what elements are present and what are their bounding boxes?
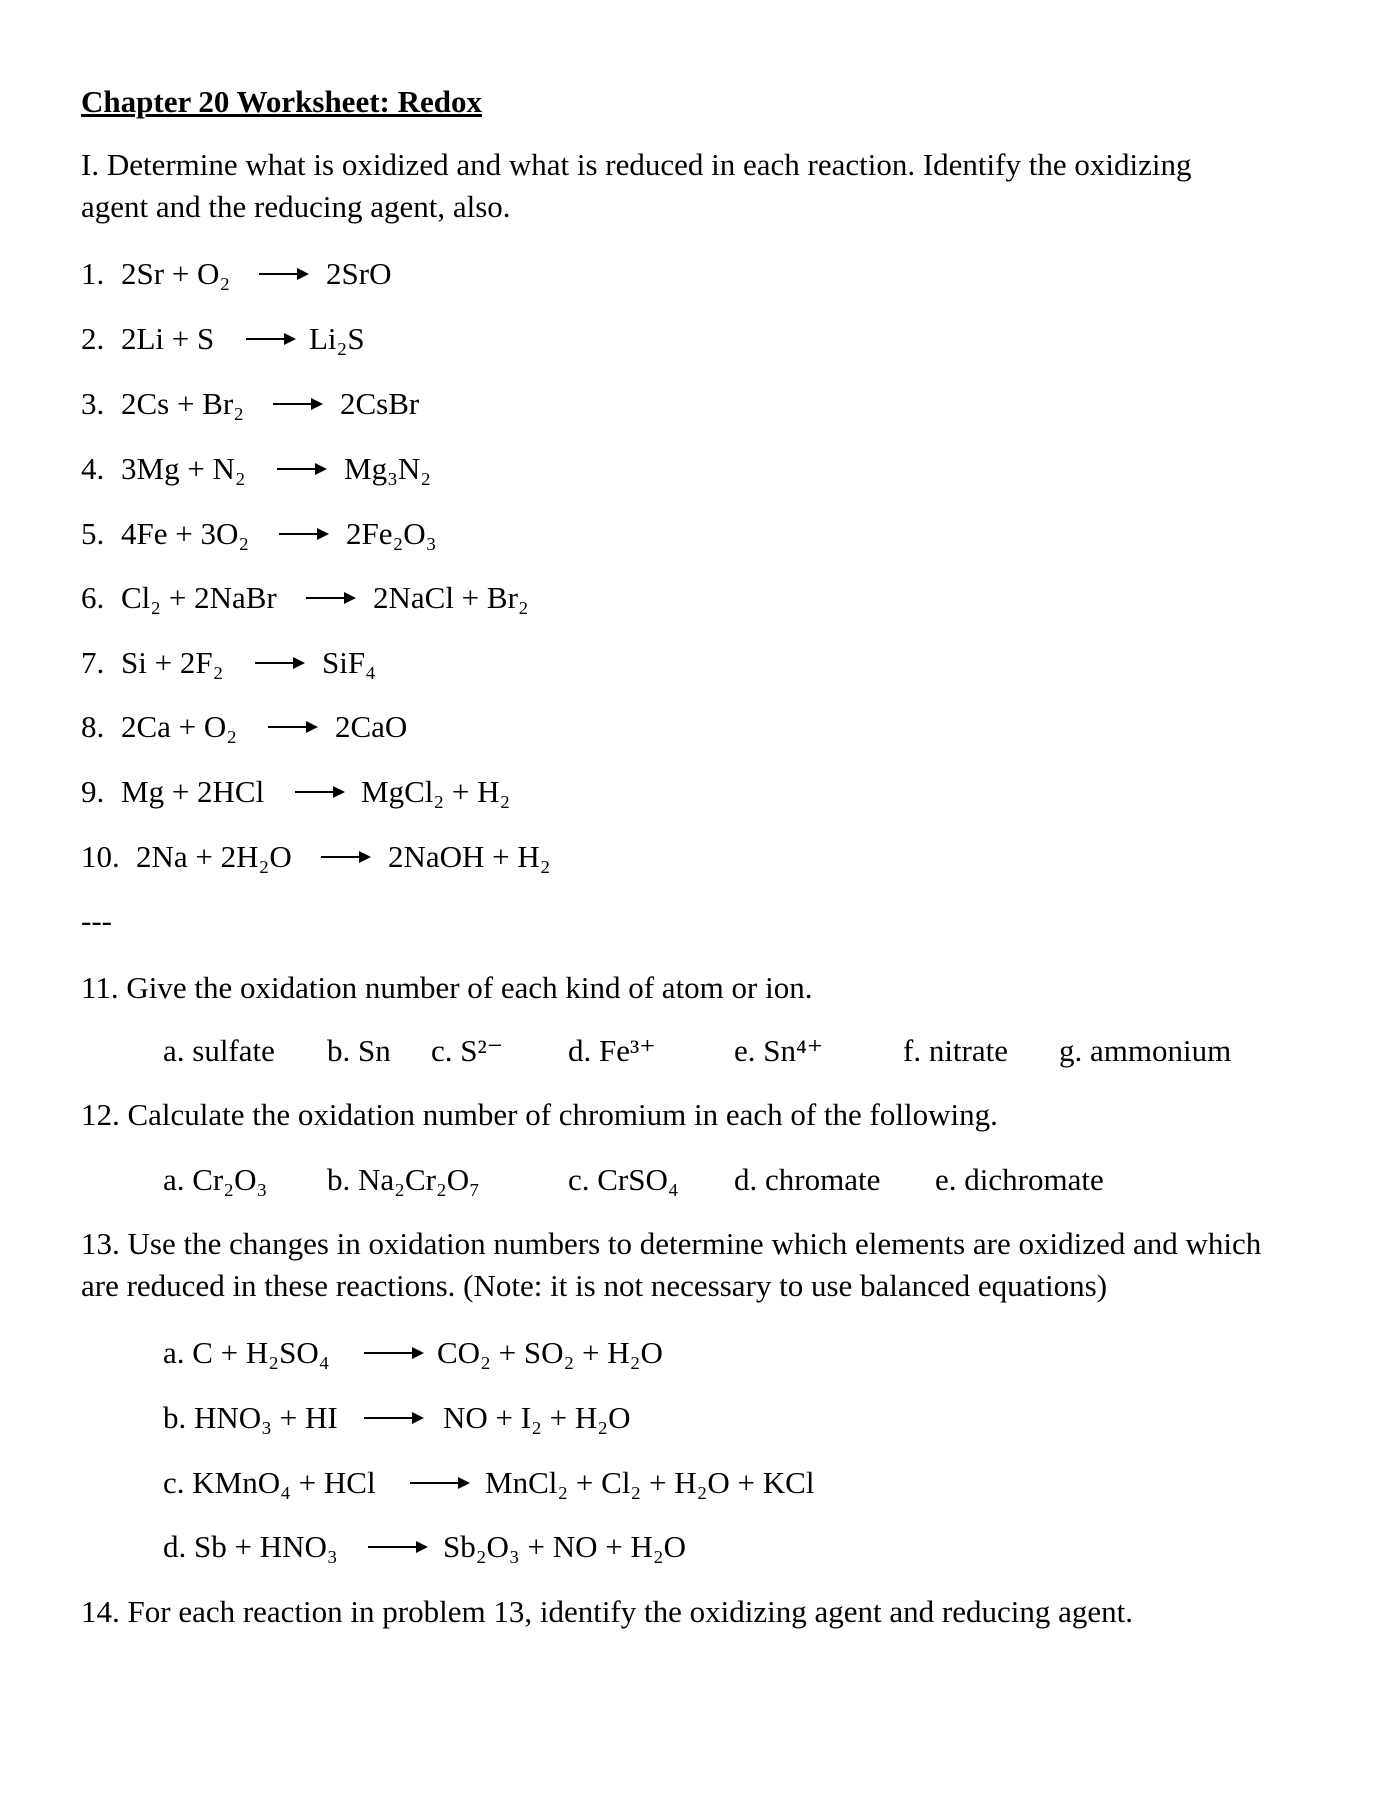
reaction-products: NO + I₂ + H₂O	[443, 1400, 631, 1435]
reaction-reactants: 2Cs + Br₂	[121, 386, 245, 421]
reaction-arrow-icon	[273, 397, 323, 411]
separator-text: ---	[81, 903, 112, 938]
q11-item-a: a. sulfate	[163, 1033, 275, 1068]
section1-instructions-line2: agent and the reducing agent, also.	[81, 189, 511, 224]
page-title: Chapter 20 Worksheet: Redox	[81, 84, 482, 119]
reaction-reactants: b. HNO₃ + HI	[163, 1400, 338, 1435]
question-12-text: 12. Calculate the oxidation number of chromium in each of the following.	[81, 1097, 998, 1132]
reaction-arrow-icon	[410, 1476, 470, 1490]
reaction-arrow-icon	[268, 720, 318, 734]
reaction-arrow-icon	[364, 1346, 424, 1360]
reaction-10	[81, 839, 781, 875]
reaction-reactants: Mg + 2HCl	[121, 774, 265, 809]
reaction-arrow-icon	[321, 850, 371, 864]
reaction-products: SiF₄	[322, 645, 376, 680]
reaction-products: MgCl₂ + H₂	[361, 774, 511, 809]
reaction-reactants: 3Mg + N₂	[121, 451, 246, 486]
reaction-arrow-icon	[306, 591, 356, 605]
reaction-2	[81, 321, 681, 357]
question-12-items	[163, 1162, 1263, 1198]
reaction-arrow-icon	[255, 656, 305, 670]
q12-item-c: c. CrSO₄	[568, 1162, 679, 1197]
reaction-reactants: d. Sb + HNO₃	[163, 1529, 338, 1564]
reaction-arrow-icon	[277, 462, 327, 476]
reaction-reactants: 2Li + S	[121, 321, 215, 356]
reaction-arrow-icon	[246, 332, 296, 346]
reaction-number: 4.	[81, 451, 105, 486]
reaction-products: 2CsBr	[340, 386, 420, 421]
q13-reaction-d	[163, 1529, 1063, 1565]
reaction-1	[81, 256, 681, 292]
q11-item-f: f. nitrate	[903, 1033, 1009, 1068]
reaction-4	[81, 451, 681, 487]
question-11-text: 11. Give the oxidation number of each kind of atom or ion.	[81, 970, 813, 1005]
reaction-number: 6.	[81, 580, 105, 615]
reaction-products: Mg₃N₂	[344, 451, 432, 486]
q12-item-a: a. Cr₂O₃	[163, 1162, 268, 1197]
q12-item-b: b. Na₂Cr₂O₇	[327, 1162, 480, 1197]
reaction-9	[81, 774, 781, 810]
reaction-6	[81, 580, 781, 616]
reaction-products: 2SrO	[326, 256, 392, 291]
q11-item-g: g. ammonium	[1059, 1033, 1232, 1068]
q13-reaction-c	[163, 1465, 1163, 1501]
reaction-7	[81, 645, 681, 681]
q11-item-d: d. Fe³⁺	[568, 1033, 656, 1068]
reaction-reactants: 2Sr + O₂	[121, 256, 231, 291]
question-14-text: 14. For each reaction in problem 13, identify the oxidizing agent and reducing agent.	[81, 1594, 1133, 1629]
reaction-number: 8.	[81, 709, 105, 744]
q12-item-e: e. dichromate	[935, 1162, 1104, 1197]
reaction-number: 9.	[81, 774, 105, 809]
reaction-products: CO₂ + SO₂ + H₂O	[437, 1335, 663, 1370]
reaction-8	[81, 709, 681, 745]
reaction-number: 10.	[81, 839, 120, 874]
q12-item-d: d. chromate	[734, 1162, 881, 1197]
q13-reaction-a	[163, 1335, 1063, 1371]
reaction-reactants: a. C + H₂SO₄	[163, 1335, 330, 1370]
reaction-reactants: c. KMnO₄ + HCl	[163, 1465, 376, 1500]
reaction-number: 3.	[81, 386, 105, 421]
reaction-3	[81, 386, 681, 422]
reaction-number: 1.	[81, 256, 105, 291]
q11-item-e: e. Sn⁴⁺	[734, 1033, 824, 1068]
reaction-reactants: 2Ca + O₂	[121, 709, 238, 744]
reaction-arrow-icon	[295, 785, 345, 799]
reaction-arrow-icon	[259, 267, 309, 281]
reaction-products: Li₂S	[309, 321, 365, 356]
reaction-number: 2.	[81, 321, 105, 356]
reaction-products: 2NaOH + H₂	[388, 839, 551, 874]
question-11-items	[163, 1033, 1263, 1069]
reaction-number: 7.	[81, 645, 105, 680]
reaction-products: Sb₂O₃ + NO + H₂O	[443, 1529, 687, 1564]
reaction-reactants: Cl₂ + 2NaBr	[121, 580, 277, 615]
reaction-products: 2NaCl + Br₂	[373, 580, 529, 615]
reaction-reactants: 2Na + 2H₂O	[136, 839, 292, 874]
reaction-reactants: Si + 2F₂	[121, 645, 224, 680]
q13-reaction-b	[163, 1400, 1063, 1436]
q11-item-c: c. S²⁻	[431, 1033, 504, 1068]
q11-item-b: b. Sn	[327, 1033, 391, 1068]
question-13-text-line2: are reduced in these reactions. (Note: it is not necessary to use balanced equations)	[81, 1268, 1108, 1303]
reaction-arrow-icon	[368, 1540, 428, 1554]
reaction-arrow-icon	[279, 527, 329, 541]
reaction-number: 5.	[81, 516, 105, 551]
reaction-products: 2CaO	[335, 709, 408, 744]
reaction-products: 2Fe₂O₃	[346, 516, 437, 551]
section1-instructions-line1: I. Determine what is oxidized and what is reduced in each reaction. Identify the oxidizing	[81, 147, 1192, 182]
reaction-5	[81, 516, 681, 552]
reaction-products: MnCl₂ + Cl₂ + H₂O + KCl	[485, 1465, 815, 1500]
reaction-reactants: 4Fe + 3O₂	[121, 516, 250, 551]
question-13-text-line1: 13. Use the changes in oxidation numbers to determine which elements are oxidized and which	[81, 1226, 1262, 1261]
reaction-arrow-icon	[364, 1411, 424, 1425]
